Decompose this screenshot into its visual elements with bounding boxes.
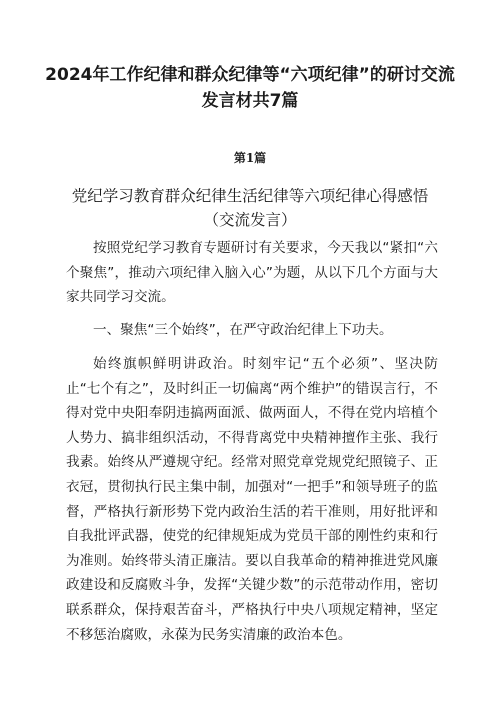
document-title: 2024年工作纪律和群众纪律等“六项纪律”的研讨交流发言材共7篇 bbox=[45, 65, 455, 111]
body-paragraph: 始终旗帜鲜明讲政治。时刻牢记“五个必须”、坚决防止“七个有之”，及时纠正一切偏离“两个维护”的错误言行，不得对党中央阳奉阴违搞两面派、做两面人，不得在党内培植个人势力、搞非组织活动，不得背离党中央精神擅作主张、我行我素。始终从严遵规守纪。经常对照党章党规党纪照镜子、正衣冠，贯彻执行民主集中制，加强对“一把手”和领导班子的监督，严格执行新形势下党内政治生活的若干准则，用好批评和自我批评武器，使党的纪律规矩成为党员干部的刚性约束和行为准则。始终带头清正廉洁。要以自我革命的精神推进党风廉政建设和反腐败斗争，发挥“关键少数”的示范带动作用，密切联系群众，保持艰苦奋斗，严格执行中央八项规定精神，坚定不移惩治腐败，永葆为民务实清廉的政治本色。 bbox=[66, 356, 438, 643]
section-marker: 第1篇 bbox=[233, 151, 267, 165]
article-title: 党纪学习教育群众纪律生活纪律等六项纪律心得感悟（交流发言） bbox=[71, 187, 429, 229]
intro-paragraph: 按照党纪学习教育专题研讨有关要求，今天我以“紧扣“六个聚焦”，推动六项纪律入脑入心”为题，从以下几个方面与大家共同学习交流。 bbox=[66, 240, 438, 306]
section-heading: 一、聚焦“三个始终”，在严守政治纪律上下功夫。 bbox=[93, 322, 393, 338]
